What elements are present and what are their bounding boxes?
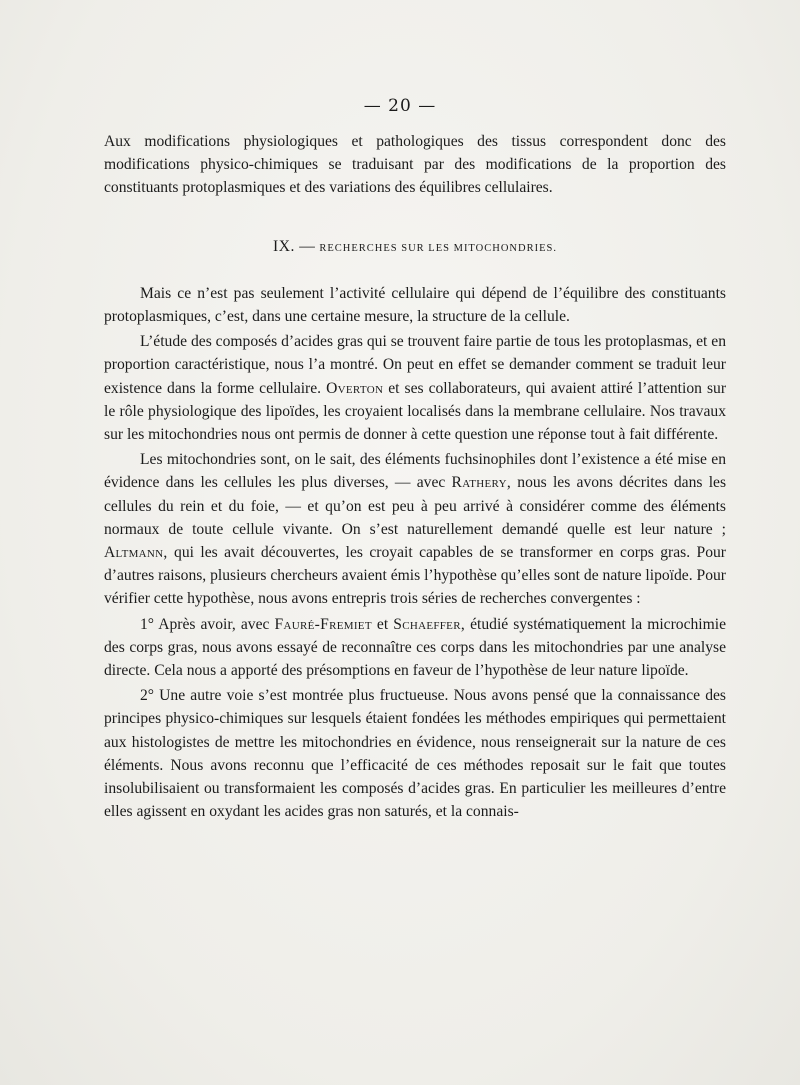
paragraph-2 (104, 330, 726, 446)
paragraph-4-text-c: étudié systématiquement la microchimie des corps gras, nous avons essayé de reconnaître ces corps dans les mitochondries par une analyse directe. Cela nous a apporté des présomptions en faveur de l’hypothèse de leur nature lipoïde. (104, 615, 727, 680)
paragraph-1: Mais ce n’est pas seulement l’activité cellulaire qui dépend de l’équilibre des constituants protoplasmiques, c’est, dans une certaine mesure, la structure de la cellule. (104, 284, 726, 326)
page-number: — 20 — (363, 96, 437, 116)
author-name-altmann: Altmann, (104, 544, 168, 562)
paragraph-4-text-b: et (376, 615, 389, 633)
author-name-overton: Overton (326, 379, 384, 397)
author-name-schaeffer: Schaeffer, (393, 615, 466, 633)
paragraph-3-text-b: nous les avons décrites dans les cellules du rein et du foie, — et qu’on est peu à peu arrivé à considérer comme des éléments normaux de toute cellule vivante. On s’est naturellement demandé quelle est leur nature ; (104, 474, 727, 538)
paragraph-3-text-c: qui les avait découvertes, les croyait capables de se transformer en corps gras. Pour d’autres raisons, plusieurs chercheurs avaient émis l’hypothèse qu’elles sont de nature lipoïde. Pour vérifier cette hypothèse, nous avons entrepris trois séries de recherches convergentes : (104, 544, 726, 608)
section-title: RECHERCHES SUR LES MITOCHONDRIES. (319, 242, 557, 254)
paragraph-3 (104, 448, 726, 610)
paragraph-3-text-a: Les mitochondries sont, on le sait, des éléments fuchsinophiles dont l’existence a été mise en évidence dans les cellules les plus diverses, — avec (104, 451, 726, 492)
author-name-rathery: Rathery, (451, 474, 512, 492)
paragraph-5: 2° Une autre voie s’est montrée plus fructueuse. Nous avons pensé que la connaissance des principes physico-chimiques sur lesquels étaient fondées les méthodes empiriques qui permettaient aux histologistes de mettre les mitochondries en évidence, nous renseignerait sur la nature de ces éléments. Nous avons reconnu que l’efficacité de ces méthodes reposait sur le fait que toutes insolubilisaient ou transformaient les composés d’acides gras. En particulier les meilleures d’entre elles agissent en oxydant les acides gras non saturés, et la connais- (104, 687, 726, 821)
paragraph-4 (104, 613, 726, 683)
paragraph-4-text-a: 1° Après avoir, avec (140, 615, 270, 633)
body-text (104, 130, 726, 823)
paragraph-2-text-a: L’étude des composés d’acides gras qui se trouvent faire partie de tous les protoplasmas, et en proportion caractéristique, nous l’a montré. On peut en effet se demander comment se traduit leur existence dans la forme cellulaire. (104, 333, 726, 397)
section-heading (104, 235, 726, 260)
paragraph-intro: Aux modifications physiologiques et pathologiques des tissus correspondent donc des modifications physico-chimiques se traduisant par des modifications de la proportion des constituants protoplasmiques et des variations des équilibres cellulaires. (104, 133, 726, 197)
paragraph-2-text-b: et ses collaborateurs, qui avaient attiré l’attention sur le rôle physiologique des lipoïdes, les croyaient localisés dans la membrane cellulaire. Nos travaux sur les mitochondries nous ont permis de donner à cette question une réponse tout à fait différente. (104, 379, 727, 444)
author-name-faure-fremiet: Fauré-Fremiet (274, 615, 372, 633)
section-number: IX. — (273, 237, 316, 255)
